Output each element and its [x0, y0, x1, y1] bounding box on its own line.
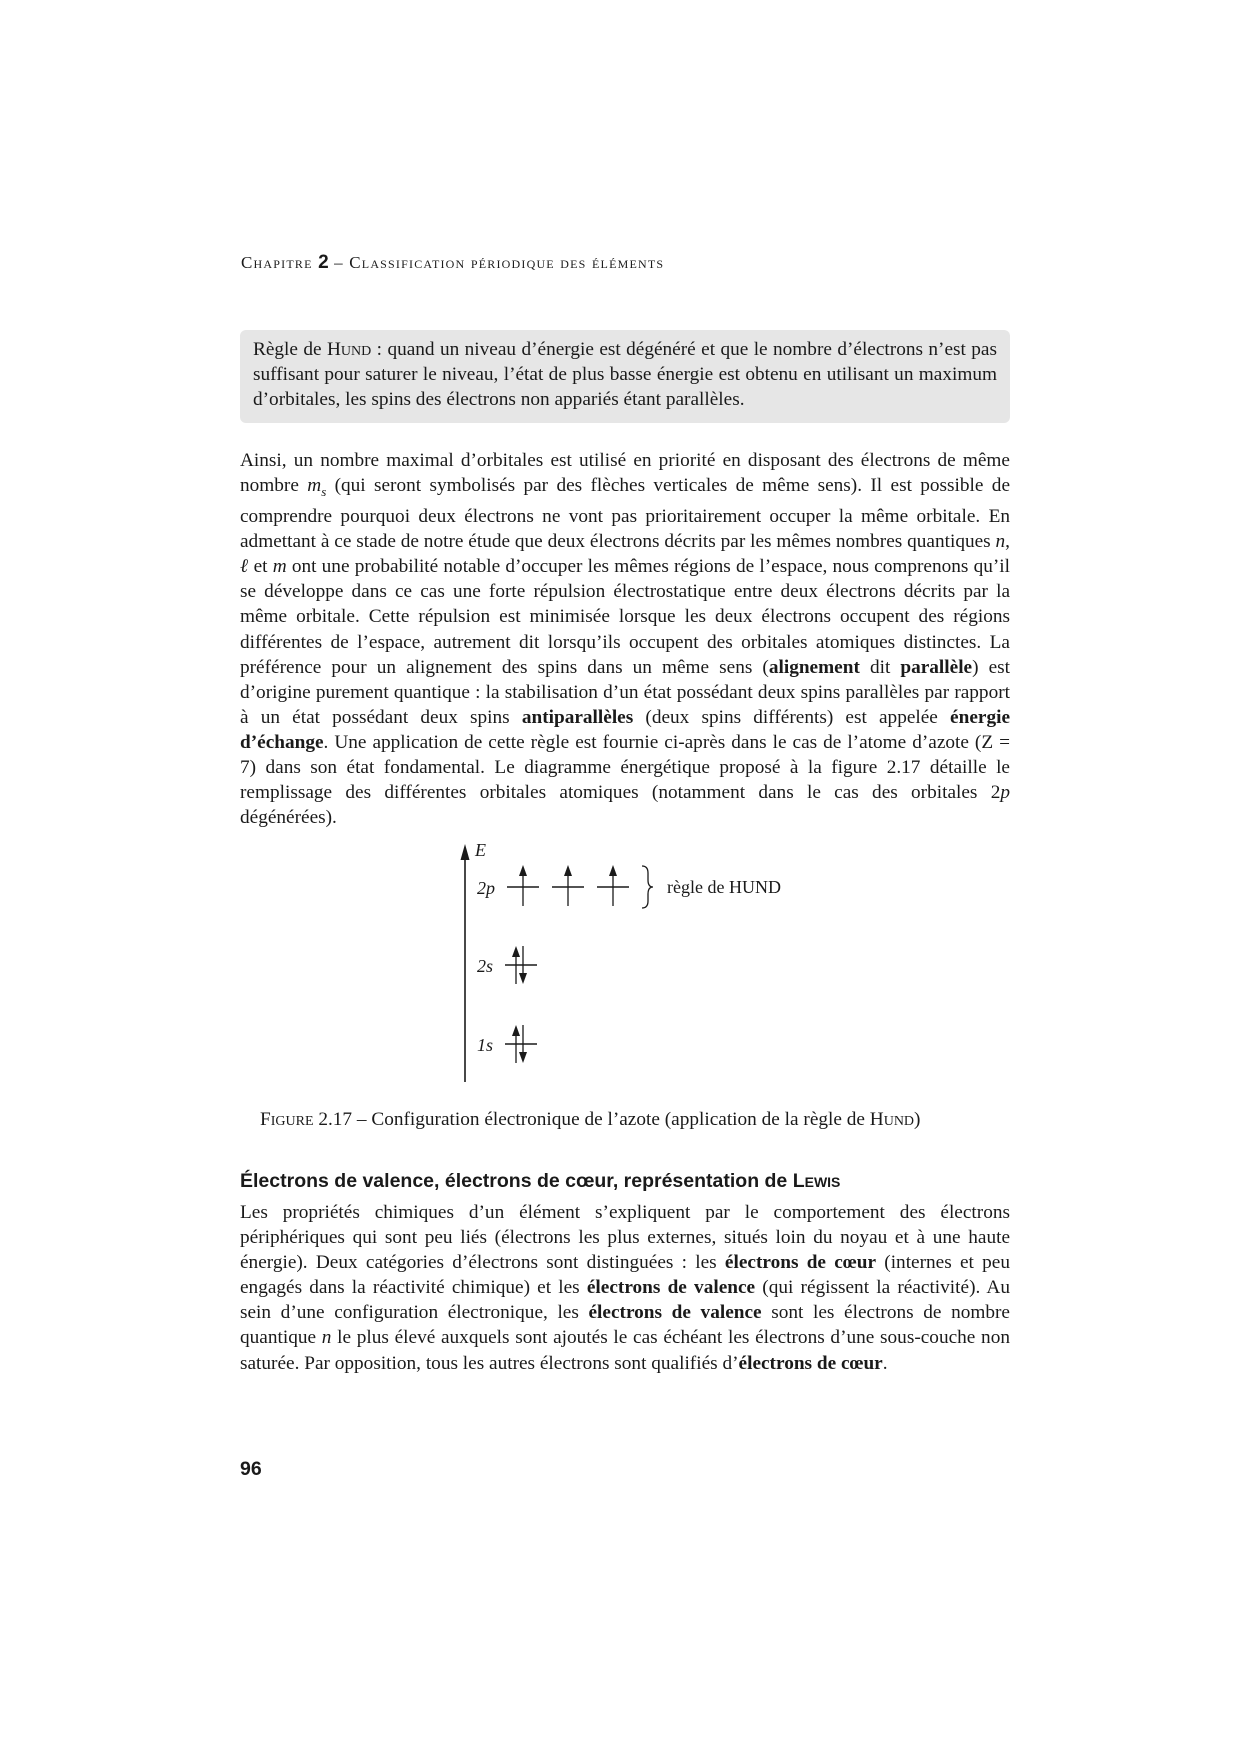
energy-axis-arrowhead	[461, 844, 470, 860]
hund-name: Hund	[327, 339, 372, 360]
orbital-2p-3	[597, 865, 629, 906]
orbital-2s	[505, 946, 537, 984]
lewis-name: Lewis	[792, 1170, 841, 1192]
chapter-word: Chapitre	[241, 253, 313, 272]
energy-axis-label: E	[475, 840, 486, 860]
hund-brace	[642, 866, 653, 908]
figure-energy-diagram	[455, 840, 855, 1090]
chapter-number: 2	[318, 252, 329, 273]
level-label-2p: 2p	[477, 878, 495, 898]
paragraph-hund-explanation: Ainsi, un nombre maximal d’orbitales est utilisé en priorité en disposant des électrons de même nombre $m_s$ (qui seront symbolisés par des flèches verticales de même sens). Il est possible de comprendre pourquoi deux électrons ne vont pas prioritairement occuper la même orbitale. En admettant à ce stade de notre étude que deux électrons décrits par les mêmes nombres quantiques n, ℓ et m ont une probabilité notable d’occuper les mêmes régions de l’espace, nous comprenons qu’il se développe dans ce cas une forte répulsion électrostatique entre deux électrons décrits par la même orbitale. Cette répulsion est minimisée lorsque les deux électrons occupent des régions différentes de l’espace, autrement dit lorsqu’ils occupent des orbitales atomiques distinctes. La préférence pour un alignement des spins dans un même sens (alignement dit parallèle) est d’origine purement quantique : la stabilisation d’un état possédant deux spins parallèles par rapport à un état possédant deux spins antiparallèles (deux spins différents) est appelée énergie d’échange. Une application de cette règle est fournie ci-après dans le cas de l’atome d’azote (Z = 7) dans son état fondamental. Le diagramme énergétique proposé à la figure 2.17 détaille le remplissage des différentes orbitales atomiques (notamment dans le cas des orbitales 2p dégénérées).	[240, 450, 1010, 829]
hund-rule-text: Règle de Hund : quand un niveau d’énergie est dégénéré et que le nombre d’électrons n’est pas suffisant pour saturer le niveau, l’état de plus basse énergie est obtenu en utilisant un maximum d’orbitales, les spins des électrons non appariés étant parallèles.	[253, 339, 997, 410]
energy-diagram-svg	[455, 840, 855, 1090]
figure-caption: Figure 2.17 – Configuration électronique de l’azote (application de la règle de Hund)	[260, 1109, 921, 1130]
chapter-title: Classification périodique des éléments	[349, 253, 665, 272]
orbital-1s	[505, 1025, 537, 1063]
section-heading: Électrons de valence, électrons de cœur, représentation de Lewis	[240, 1170, 841, 1192]
orbital-2p-2	[552, 865, 584, 906]
page-number: 96	[240, 1458, 262, 1480]
figure-word: Figure	[260, 1109, 314, 1130]
running-header	[241, 252, 664, 274]
paragraph-valence-electrons: Les propriétés chimiques d’un élément s’expliquent par le comportement des électrons périphériques qui sont peu liés (électrons les plus externes, situés loin du noyau et à une haute énergie). Deux catégories d’électrons sont distinguées : les électrons de cœur (internes et peu engagés dans la réactivité chimique) et les électrons de valence (qui régissent la réactivité). Au sein d’une configuration électronique, les électrons de valence sont les électrons de nombre quantique n le plus élevé auxquels sont ajoutés le cas échéant les électrons d’une sous-couche non saturée. Par opposition, tous les autres électrons sont qualifiés d’électrons de cœur.	[240, 1202, 1010, 1374]
hund-annotation: règle de HUND	[667, 877, 781, 897]
level-label-2s: 2s	[477, 956, 494, 976]
header-dash: –	[328, 253, 350, 272]
level-label-1s: 1s	[477, 1035, 494, 1055]
hund-rule-box	[240, 330, 1010, 423]
orbital-2p-1	[507, 865, 539, 906]
